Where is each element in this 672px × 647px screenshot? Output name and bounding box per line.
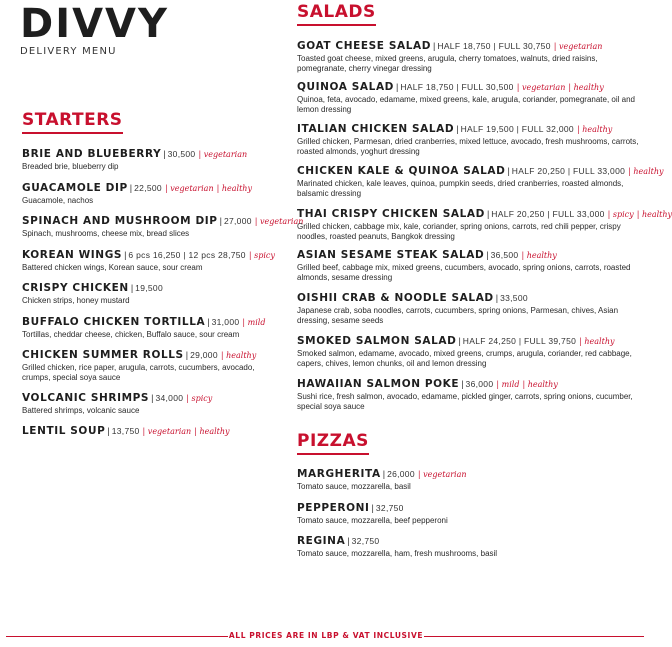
menu-item-name: CHICKEN SUMMER ROLLS <box>22 349 184 361</box>
dietary-tag-healthy: | healthy <box>217 184 252 193</box>
section-title-salads: SALADS <box>297 2 376 26</box>
menu-item-header <box>297 38 642 53</box>
dietary-tag-healthy: | healthy <box>577 125 612 134</box>
menu-item-header <box>297 247 642 262</box>
menu-item-name: QUINOA SALAD <box>297 81 394 93</box>
menu-item-description: Tomato sauce, mozzarella, basil <box>297 482 411 491</box>
menu-item <box>297 533 642 559</box>
menu-item-name: CRISPY CHICKEN <box>22 282 129 294</box>
dietary-tag-vegetarian: | vegetarian <box>165 184 214 193</box>
price-separator: | <box>495 293 499 303</box>
menu-item-header <box>22 390 284 405</box>
dietary-tag-vegetarian: | vegetarian <box>418 470 467 479</box>
menu-item-price: HALF 20,250 | FULL 33,000 <box>511 166 626 176</box>
menu-item-name: SMOKED SALMON SALAD <box>297 335 457 347</box>
menu-item-header <box>22 213 304 228</box>
dietary-tag-vegetarian: | vegetarian <box>255 217 304 226</box>
menu-item <box>22 390 284 416</box>
menu-item-description: Sushi rice, fresh salmon, avocado, edamame, pickled ginger, carrots, spring onions, cucumber, special soya sauce <box>297 392 633 411</box>
menu-item-price: 36,000 <box>465 379 494 389</box>
footer-note: ALL PRICES ARE IN LBP & VAT INCLUSIVE <box>228 631 424 640</box>
menu-item-description: Breaded brie, blueberry dip <box>22 162 119 171</box>
menu-item-description: Tomato sauce, mozzarella, beef pepperoni <box>297 516 448 525</box>
dietary-tag-healthy: | healthy <box>194 427 229 436</box>
menu-item-description: Battered shrimps, volcanic sauce <box>22 406 140 415</box>
menu-item-price: 32,750 <box>351 536 380 546</box>
menu-item-name: ASIAN SESAME STEAK SALAD <box>297 249 485 261</box>
footer <box>0 629 650 645</box>
dietary-tag-healthy: | healthy <box>522 380 557 389</box>
menu-item-header <box>297 121 642 136</box>
price-separator: | <box>107 426 110 436</box>
menu-item-name: SPINACH AND MUSHROOM DIP <box>22 215 218 227</box>
menu-item-price: 22,500 <box>134 183 162 193</box>
menu-item-price: 13,750 <box>111 426 140 436</box>
menu-item-name: ITALIAN CHICKEN SALAD <box>297 123 455 135</box>
menu-item-name: LENTIL SOUP <box>22 425 106 437</box>
menu-item <box>22 280 284 306</box>
menu-item-price: 30,500 <box>167 149 196 159</box>
price-separator: | <box>124 250 127 260</box>
menu-item-name: OISHII CRAB & NOODLE SALAD <box>297 292 494 304</box>
menu-item-price: 31,000 <box>211 317 240 327</box>
price-separator: | <box>151 393 154 403</box>
menu-item-header <box>297 79 642 94</box>
menu-item-price: HALF 24,250 | FULL 39,750 <box>462 336 577 346</box>
price-separator: | <box>456 124 459 134</box>
dietary-tag-spicy: | spicy <box>608 210 634 219</box>
dietary-tag-mild: | mild <box>242 318 265 327</box>
menu-item-description: Guacamole, nachos <box>22 196 94 205</box>
dietary-tag-healthy: | healthy <box>579 337 614 346</box>
price-separator: | <box>486 209 490 219</box>
dietary-tag-vegetarian: | vegetarian <box>517 83 566 92</box>
dietary-tag-healthy: | healthy <box>628 167 663 176</box>
menu-item <box>22 423 284 438</box>
menu-item <box>297 206 672 242</box>
dietary-tag-spicy: | spicy <box>186 394 212 403</box>
section-title-pizzas: PIZZAS <box>297 431 369 455</box>
menu-item-description: Grilled chicken, Parmesan, dried cranberries, mixed lettuce, avocado, fresh mushrooms, carrots, roasted almonds, yoghurt dressing <box>297 137 639 156</box>
menu-item <box>297 466 642 492</box>
menu-item-price: HALF 18,750 | FULL 30,500 <box>400 82 514 92</box>
price-separator: | <box>382 469 386 479</box>
menu-item-header <box>22 423 284 438</box>
menu-item <box>22 347 284 383</box>
menu-item-price: 27,000 <box>223 216 252 226</box>
price-separator: | <box>433 41 436 51</box>
price-separator: | <box>129 183 133 193</box>
dietary-tag-spicy: | spicy <box>249 251 275 260</box>
menu-item-description: Grilled beef, cabbage mix, mixed greens, cucumbers, avocado, spring onions, carrots, roasted almonds, sesame dressing <box>297 263 631 282</box>
footer-divider-left <box>6 636 228 637</box>
menu-item-header <box>22 180 284 195</box>
menu-item <box>22 247 284 273</box>
price-separator: | <box>163 149 166 159</box>
brand-header <box>20 2 169 57</box>
menu-item-name: BUFFALO CHICKEN TORTILLA <box>22 316 206 328</box>
dietary-tag-vegetarian: | vegetarian <box>143 427 192 436</box>
menu-item-header <box>297 533 642 548</box>
menu-item-description: Japanese crab, soba noodles, carrots, cucumbers, spring onions, Parmesan, chives, Asian dressing, sesame seeds <box>297 306 619 325</box>
menu-item-description: Spinach, mushrooms, cheese mix, bread slices <box>22 229 190 238</box>
menu-item-price: 29,000 <box>190 350 218 360</box>
menu-item-name: KOREAN WINGS <box>22 249 123 261</box>
menu-item <box>22 180 284 206</box>
dietary-tag-vegetarian: | vegetarian <box>554 42 603 51</box>
menu-item-price: 32,750 <box>375 503 404 513</box>
menu-item-header <box>22 314 284 329</box>
menu-item <box>297 290 642 326</box>
menu-item-price: 19,500 <box>135 283 163 293</box>
menu-item-price: 34,000 <box>155 393 184 403</box>
menu-item-header <box>297 163 664 178</box>
dietary-tag-healthy: | healthy <box>568 83 603 92</box>
menu-item-name: VOLCANIC SHRIMPS <box>22 392 150 404</box>
menu-item-description: Chicken strips, honey mustard <box>22 296 130 305</box>
dietary-tag-healthy: | healthy <box>521 251 556 260</box>
menu-item <box>297 163 664 199</box>
menu-item-name: GUACAMOLE DIP <box>22 182 128 194</box>
menu-item-price: 33,500 <box>500 293 528 303</box>
menu-item <box>22 314 284 340</box>
menu-item-price: HALF 18,750 | FULL 30,750 <box>437 41 551 51</box>
menu-item <box>297 121 642 157</box>
menu-item-name: CHICKEN KALE & QUINOA SALAD <box>297 165 506 177</box>
menu-item-header <box>22 146 284 161</box>
menu-item <box>22 146 284 172</box>
menu-item-description: Tomato sauce, mozzarella, ham, fresh mushrooms, basil <box>297 549 498 558</box>
menu-item-description: Grilled chicken, cabbage mix, kale, coriander, spring onions, carrots, red chili pepper, crispy noodles, roasted peanuts, Bangkok dressing <box>297 222 621 241</box>
price-separator: | <box>507 166 510 176</box>
menu-item-description: Tortillas, cheddar cheese, chicken, Buffalo sauce, sour cream <box>22 330 240 339</box>
menu-item-price: 26,000 <box>387 469 415 479</box>
menu-item-name: THAI CRISPY CHICKEN SALAD <box>297 208 485 220</box>
menu-item-header <box>297 206 672 221</box>
menu-item-header <box>22 280 284 295</box>
menu-item-header <box>297 376 642 391</box>
price-separator: | <box>207 317 210 327</box>
menu-subtitle: DELIVERY MENU <box>20 46 117 57</box>
menu-item <box>297 376 642 412</box>
menu-item-header <box>297 500 642 515</box>
menu-item-price: HALF 19,500 | FULL 32,000 <box>460 124 574 134</box>
price-separator: | <box>461 379 464 389</box>
menu-item-header <box>22 247 284 262</box>
footer-divider-right <box>424 636 644 637</box>
menu-item <box>297 38 642 74</box>
menu-item-header <box>297 466 642 481</box>
menu-item-name: HAWAIIAN SALMON POKE <box>297 378 460 390</box>
dietary-tag-vegetarian: | vegetarian <box>198 150 247 159</box>
price-separator: | <box>371 503 374 513</box>
menu-item-name: MARGHERITA <box>297 468 381 480</box>
menu-item <box>22 213 304 239</box>
menu-item-description: Grilled chicken, rice paper, arugula, carrots, cucumbers, avocado, crumps, special soya sauce <box>22 363 255 382</box>
menu-item-price: 6 pcs 16,250 | 12 pcs 28,750 <box>128 250 246 260</box>
menu-item-price: 36,500 <box>490 250 519 260</box>
menu-item-name: GOAT CHEESE SALAD <box>297 40 432 52</box>
menu-item-name: REGINA <box>297 535 346 547</box>
menu-item <box>297 333 642 369</box>
menu-item-name: PEPPERONI <box>297 502 370 514</box>
menu-item <box>297 247 642 283</box>
menu-item-description: Marinated chicken, kale leaves, quinoa, pumpkin seeds, dried cranberries, roasted almonds, balsamic dressing <box>297 179 624 198</box>
price-separator: | <box>458 336 461 346</box>
menu-item-description: Smoked salmon, edamame, avocado, mixed greens, crumps, arugula, coriander, red cabbage, capers, chives, lemon chunks, oil and lemon dressing <box>297 349 632 368</box>
menu-item-description: Battered chicken wings, Korean sauce, sour cream <box>22 263 203 272</box>
menu-item-header <box>297 290 642 305</box>
price-separator: | <box>347 536 350 546</box>
brand-logo: DIVVY <box>20 1 169 47</box>
menu-item <box>297 500 642 526</box>
dietary-tag-healthy: | healthy <box>221 351 256 360</box>
section-title-starters: STARTERS <box>22 110 123 134</box>
price-separator: | <box>396 82 399 92</box>
price-separator: | <box>219 216 222 226</box>
menu-item-price: HALF 20,250 | FULL 33,000 <box>491 209 605 219</box>
menu-item-header <box>22 347 284 362</box>
price-separator: | <box>486 250 489 260</box>
price-separator: | <box>130 283 134 293</box>
menu-item-name: BRIE AND BLUEBERRY <box>22 148 162 160</box>
menu-item-description: Toasted goat cheese, mixed greens, arugula, cherry tomatoes, walnuts, dried raisins, pomegranate, cherry vinegar dressing <box>297 54 598 73</box>
menu-item <box>297 79 642 115</box>
price-separator: | <box>185 350 189 360</box>
dietary-tag-mild: | mild <box>496 380 519 389</box>
menu-item-header <box>297 333 642 348</box>
menu-item-description: Quinoa, feta, avocado, edamame, mixed greens, kale, arugula, coriander, pomegranate, oil and lemon dressing <box>297 95 635 114</box>
dietary-tag-healthy: | healthy <box>637 210 672 219</box>
